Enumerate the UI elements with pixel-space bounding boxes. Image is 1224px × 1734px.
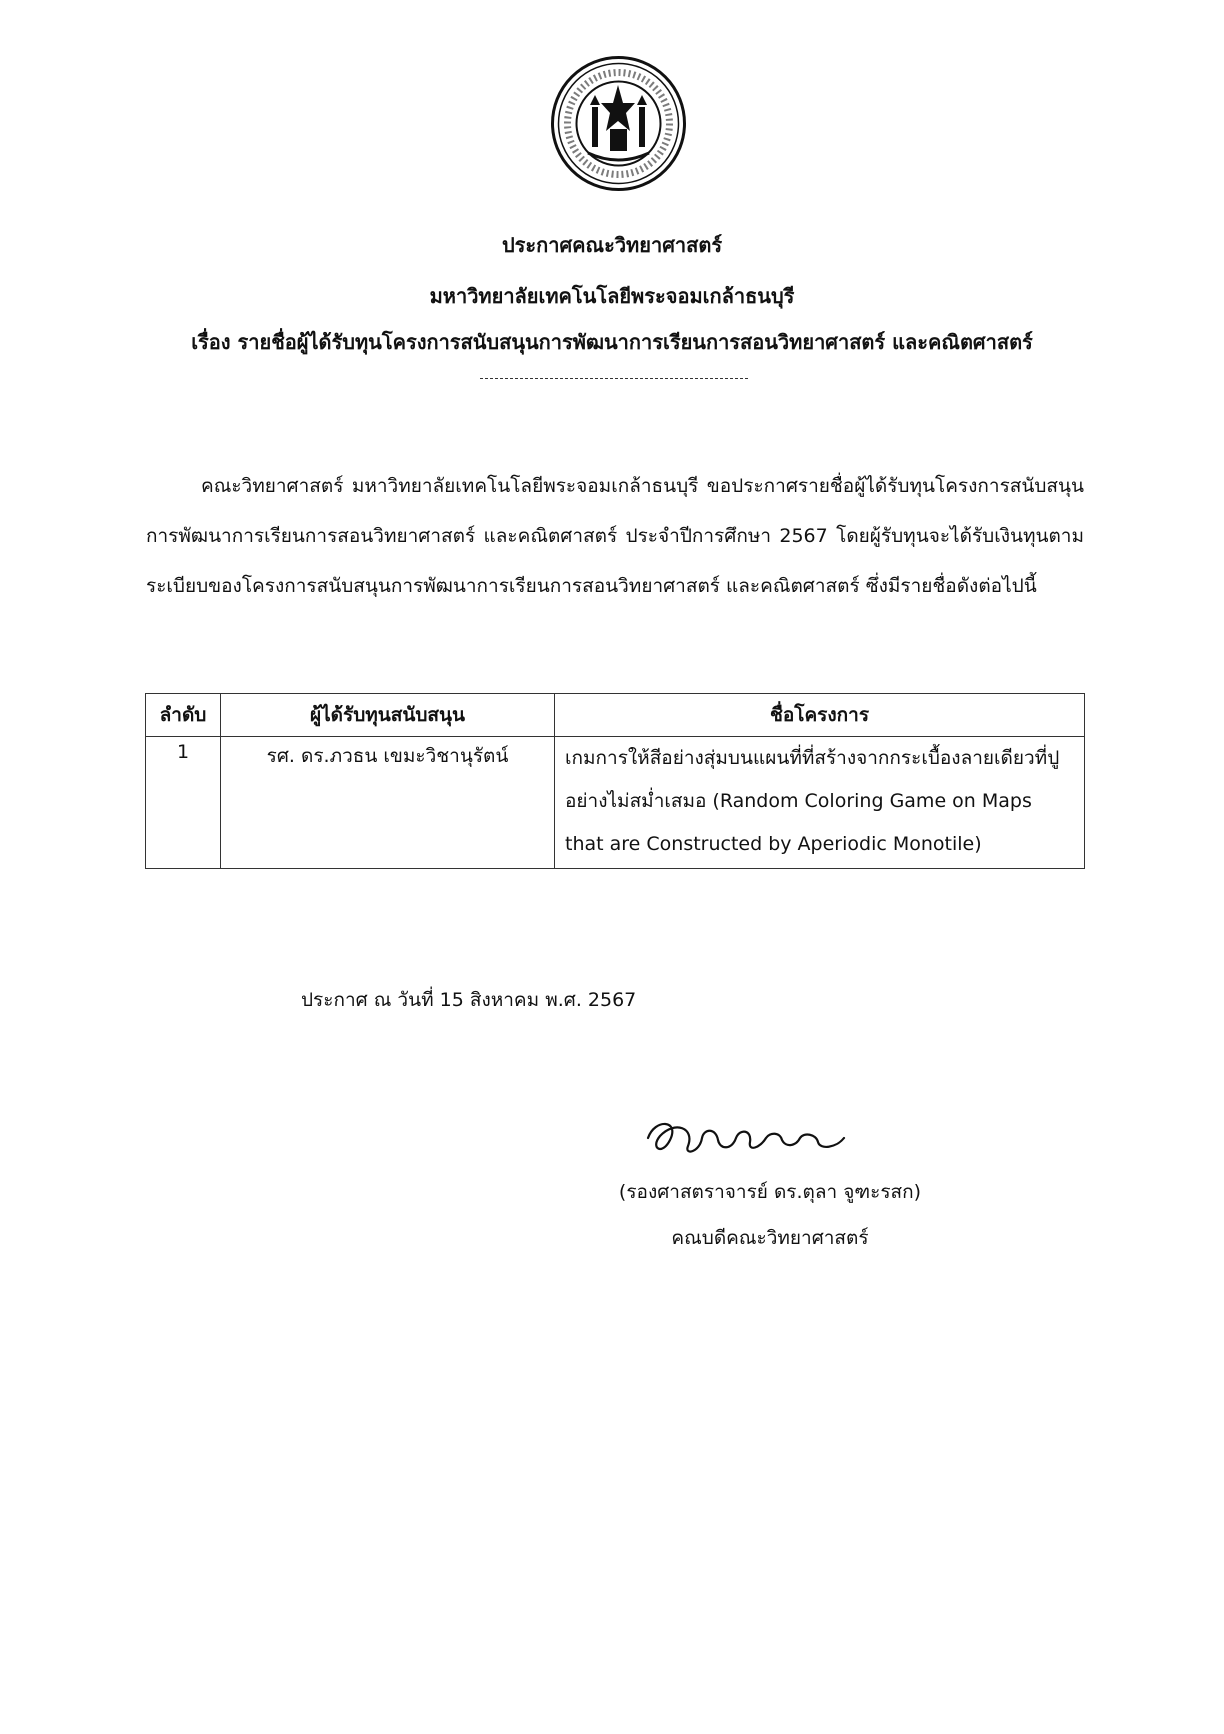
cell-project-title: เกมการให้สีอย่างสุ่มบนแผนที่ที่สร้างจากกระเบื้องลายเดียวที่ปูอย่างไม่สม่ำเสมอ (Random Coloring Game on Maps that are Constructed by Aperiodic Monotile) bbox=[555, 737, 1085, 869]
column-header-recipient: ผู้ได้รับทุนสนับสนุน bbox=[221, 694, 555, 737]
announcement-date: ประกาศ ณ วันที่ 15 สิงหาคม พ.ศ. 2567 bbox=[301, 989, 637, 1011]
column-header-order: ลำดับ bbox=[146, 694, 221, 737]
announcement-title: ประกาศคณะวิทยาศาสตร์ bbox=[501, 233, 723, 257]
table-row bbox=[146, 737, 1085, 869]
cell-order: 1 bbox=[146, 737, 221, 869]
cell-recipient: รศ. ดร.ภวธน เขมะวิชานุรัตน์ bbox=[221, 737, 555, 869]
grant-table bbox=[145, 693, 1085, 869]
table-header-row bbox=[146, 694, 1085, 737]
announcement-subject: เรื่อง รายชื่อผู้ได้รับทุนโครงการสนับสนุนการพัฒนาการเรียนการสอนวิทยาศาสตร์ และคณิตศาสตร์ bbox=[191, 330, 1033, 354]
signature-icon bbox=[640, 1108, 860, 1168]
signatory-position: คณบดีคณะวิทยาศาสตร์ bbox=[671, 1227, 869, 1249]
column-header-project: ชื่อโครงการ bbox=[555, 694, 1085, 737]
divider bbox=[480, 378, 748, 379]
university-name: มหาวิทยาลัยเทคโนโลยีพระจอมเกล้าธนบุรี bbox=[429, 284, 795, 308]
university-seal-icon bbox=[550, 55, 687, 192]
announcement-body: คณะวิทยาศาสตร์ มหาวิทยาลัยเทคโนโลยีพระจอมเกล้าธนบุรี ขอประกาศรายชื่อผู้ได้รับทุนโครงการสนับสนุนการพัฒนาการเรียนการสอนวิทยาศาสตร์ และคณิตศาสตร์ ประจำปีการศึกษา 2567 โดยผู้รับทุนจะได้รับเงินทุนตามระเบียบของโครงการสนับสนุนการพัฒนาการเรียนการสอนวิทยาศาสตร์ และคณิตศาสตร์ ซึ่งมีรายชื่อดังต่อไปนี้ bbox=[146, 475, 1084, 597]
signatory-name: (รองศาสตราจารย์ ดร.ตุลา จูฑะรสก) bbox=[618, 1181, 922, 1203]
